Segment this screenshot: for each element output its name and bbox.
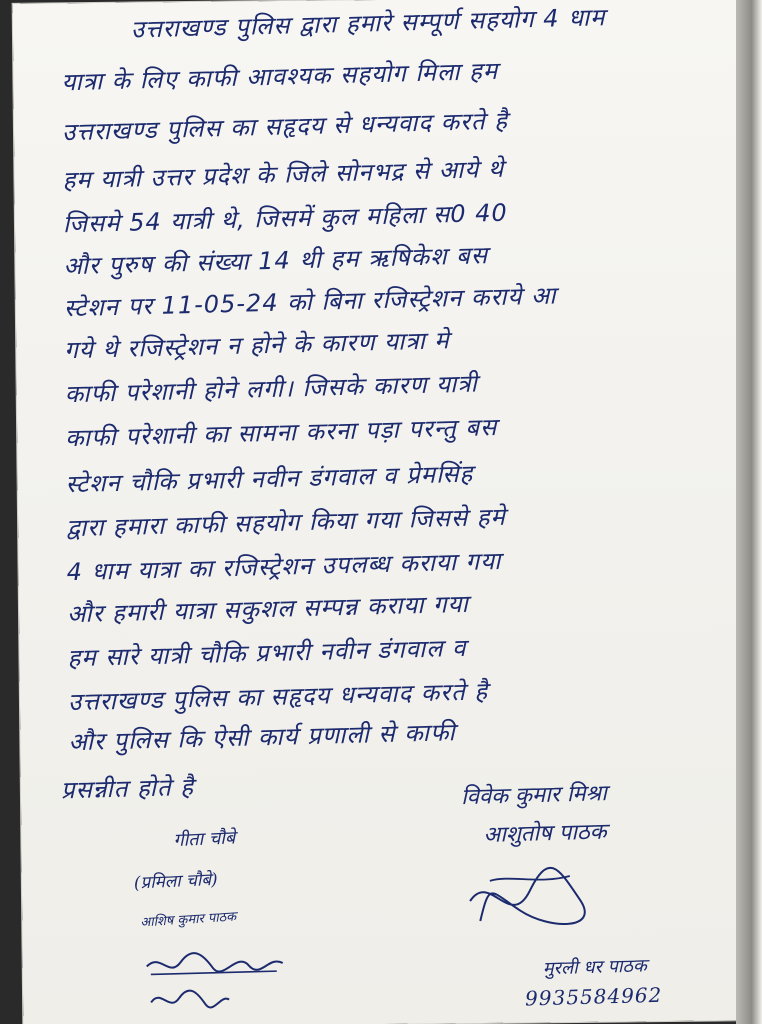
letter-line-10: काफी परेशानी का सामना करना पड़ा परन्तु बस <box>64 412 498 453</box>
letter-line-1: उत्तराखण्ड पुलिस द्वारा हमारे सम्पूर्ण सहयोग 4 धाम <box>130 3 606 44</box>
letter-line-7: स्टेशन पर 11-05-24 को बिना रजिस्ट्रेशन कराये आ <box>63 281 557 323</box>
table-edge <box>736 0 762 1024</box>
signature-name-geeta: गीता चौबे <box>172 827 236 852</box>
letter-line-9: काफी परेशानी होने लगी। जिसके कारण यात्री <box>64 369 479 409</box>
letter-line-13: 4 धाम यात्रा का रजिस्ट्रेशन उपलब्ध कराया गया <box>66 546 502 587</box>
letter-line-18: प्रसन्नीत होते है <box>60 772 195 805</box>
letter-line-15: हम सारे यात्री चौकि प्रभारी नवीन डंगवाल व <box>67 633 467 673</box>
letter-line-12: द्वारा हमारा काफी सहयोग किया गया जिससे हमे <box>65 502 507 543</box>
signature-scribble-left-2 <box>145 984 235 1015</box>
letter-line-5: जिसमे 54 यात्री थे, जिसमें कुल महिला स0 40 <box>62 198 509 239</box>
letter-line-14: और हमारी यात्रा सकुशल सम्पन्न कराया गया <box>66 589 470 629</box>
signature-scribble-right <box>460 860 601 941</box>
letter-line-16: उत्तराखण्ड पुलिस का सहृदय धन्यवाद करते है <box>67 677 489 717</box>
letter-line-2: यात्रा के लिए काफी आवश्यक सहयोग मिला हम <box>61 56 499 97</box>
signature-name-pramila: (प्रमिला चौबे) <box>133 869 219 894</box>
signature-name-vivek: विवेक कुमार मिश्रा <box>460 781 608 811</box>
handwritten-letter-page <box>13 0 750 1024</box>
letter-line-3: उत्तराखण्ड पुलिस का सहृदय से धन्यवाद करते है <box>61 106 509 147</box>
signature-name-ashish: आशिष कुमार पाठक <box>139 909 237 931</box>
letter-line-4: हम यात्री उत्तर प्रदेश के जिले सोनभद्र से आये थे <box>62 154 505 195</box>
letter-line-8: गये थे रजिस्ट्रेशन न होने के कारण यात्रा मे <box>63 326 451 365</box>
letter-line-17: और पुलिस कि ऐसी कार्य प्रणाली से काफी <box>68 718 456 757</box>
letter-line-11: स्टेशन चौकि प्रभारी नवीन डंगवाल व प्रेमसिंह <box>65 459 474 499</box>
signature-scribble-left <box>141 943 291 985</box>
signature-name-murli: मुरली धर पाठक <box>542 955 648 980</box>
phone-number: 9935584962 <box>524 982 663 1011</box>
letter-line-6: और पुरुष की संख्या 14 थी हम ऋषिकेश बस <box>63 241 489 281</box>
signature-name-ashutosh: आशुतोष पाठक <box>483 819 607 848</box>
